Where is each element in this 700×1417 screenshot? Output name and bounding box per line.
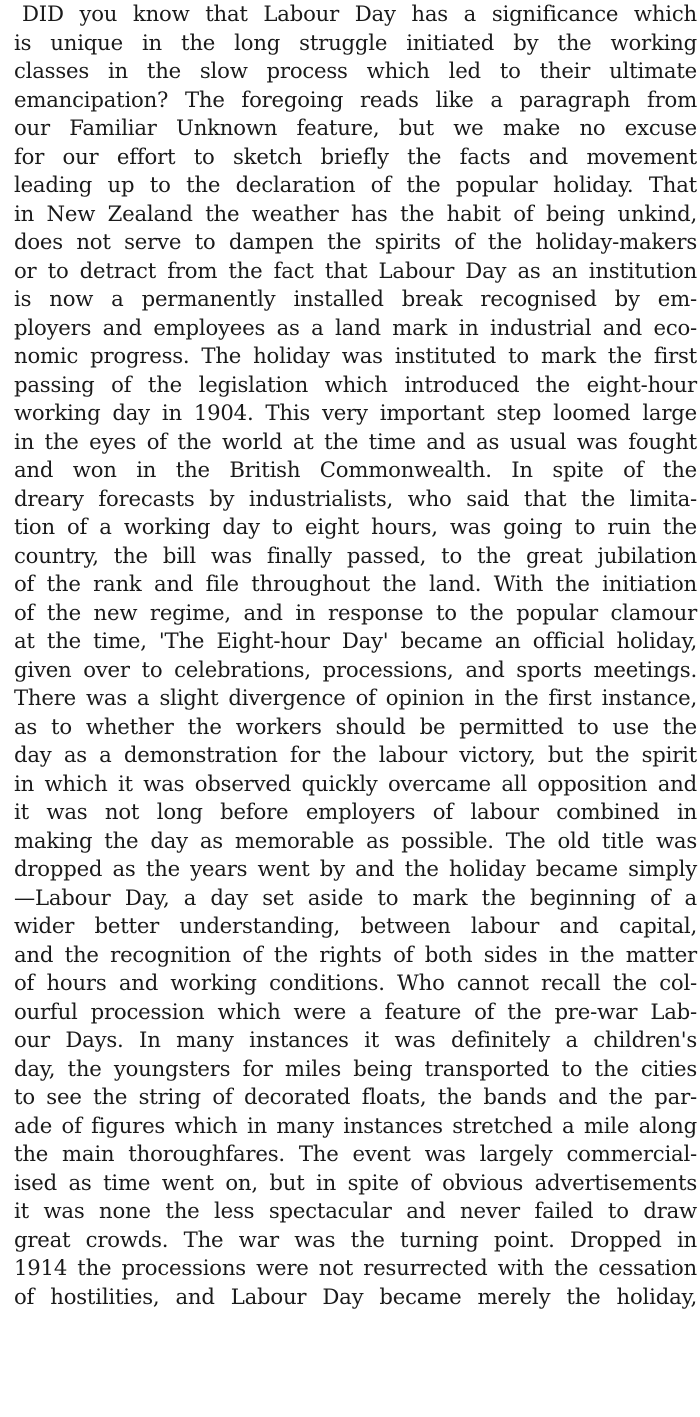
text-line: it was not long before employers of labour combined in [14,799,697,824]
text-line: ade of figures which in many instances stretched a mile along [14,1112,697,1138]
text-line: dropped as the years went by and the holiday became simply [14,856,697,881]
text-line: —Labour Day, a day set aside to mark the beginning of a [14,884,697,910]
text-line: in the eyes of the world at the time and as usual was fought [14,428,697,454]
text-line: tion of a working day to eight hours, was going to ruin the [14,514,697,539]
text-line: making the day as memorable as possible. The old title was [14,827,697,853]
text-line: is now a permanently installed break recognised by em- [14,286,697,311]
text-line: for our effort to sketch briefly the facts and movement [14,143,697,169]
text-line: our Familiar Unknown feature, but we make no excuse [14,115,697,140]
text-line: ourful procession which were a feature of the pre-war Lab- [14,998,697,1024]
article-body [14,0,697,1311]
text-line: the main thoroughfares. The event was largely commercial- [14,1141,697,1166]
text-line: ployers and employees as a land mark in industrial and eco- [14,314,697,340]
text-line: in New Zealand the weather has the habit of being unkind, [14,200,697,226]
text-line: nomic progress. The holiday was instituted to mark the first [14,343,697,368]
text-line: 1914 the processions were not resurrected with the cessation [14,1255,697,1280]
text-line: country, the bill was finally passed, to the great jubilation [14,542,697,568]
text-line: leading up to the declaration of the popular holiday. That [14,172,697,197]
text-line: it was none the less spectacular and never failed to draw [14,1198,697,1223]
text-line: passing of the legislation which introduced the eight-hour [14,371,697,397]
text-line: working day in 1904. This very important step loomed large [14,400,697,425]
text-line: of hostilities, and Labour Day became merely the holiday, [14,1283,697,1309]
text-line: DID you know that Labour Day has a significance which [22,1,697,26]
text-line: of the new regime, and in response to the popular clamour [14,599,697,625]
text-line: day, the youngsters for miles being transported to the cities [14,1055,697,1081]
text-line: does not serve to dampen the spirits of the holiday-makers [14,229,697,254]
text-line: There was a slight divergence of opinion in the first instance, [14,685,697,710]
text-line: to see the string of decorated floats, the bands and the par- [14,1084,697,1109]
text-line: given over to celebrations, processions, and sports meetings. [14,656,697,682]
text-line: as to whether the workers should be permitted to use the [14,713,697,739]
text-line: great crowds. The war was the turning point. Dropped in [14,1226,697,1252]
text-line: emancipation? The foregoing reads like a paragraph from [14,86,697,112]
text-line: is unique in the long struggle initiated by the working [14,29,697,55]
text-line: or to detract from the fact that Labour Day as an institution [14,257,697,283]
text-line: of hours and working conditions. Who cannot recall the col- [14,970,697,995]
text-line: of the rank and file throughout the land. With the initiation [14,571,697,596]
text-line: classes in the slow process which led to their ultimate [14,58,697,83]
text-line: dreary forecasts by industrialists, who said that the limita- [14,485,697,511]
text-line: day as a demonstration for the labour victory, but the spirit [14,742,697,767]
text-line: wider better understanding, between labour and capital, [14,913,697,938]
text-line: ised as time went on, but in spite of obvious advertisements [14,1169,697,1195]
text-line: and won in the British Commonwealth. In spite of the [14,457,697,482]
text-line: in which it was observed quickly overcame all opposition and [14,770,697,796]
text-line: and the recognition of the rights of both sides in the matter [14,941,697,967]
text-line: at the time, 'The Eight-hour Day' became an official holiday, [14,628,697,653]
text-line: our Days. In many instances it was definitely a children's [14,1027,697,1052]
